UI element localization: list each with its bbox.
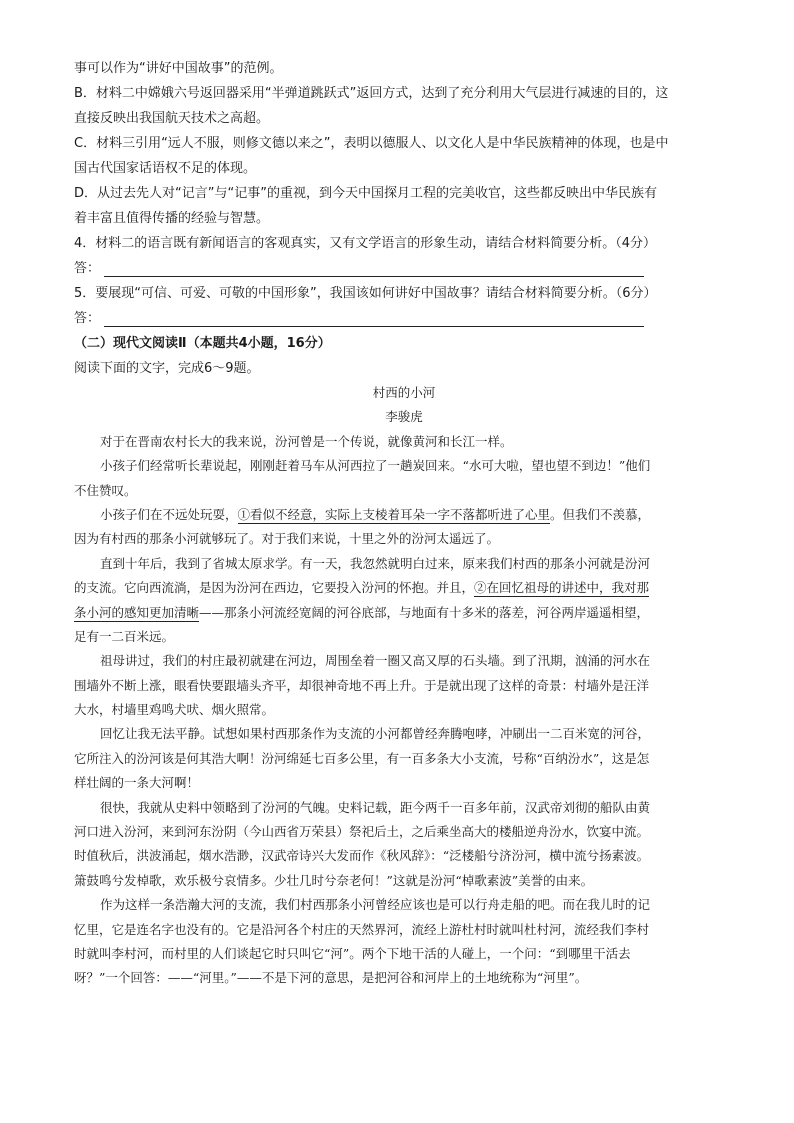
article-author: 李骏虎 [385, 409, 423, 425]
paragraph-6-line-1: 回忆让我无法平静。试想如果村西那条作为支流的小河都曾经奔腾咆哮，冲刷出一二百米宽的河谷， [100, 726, 651, 742]
paragraph-5-line-2: 围墙外不断上涨，眼看快要跟墙头齐平，却很神奇地不再上升。于是就出现了这样的奇景：村墙外是汪洋 [74, 677, 650, 693]
section-instruction: 阅读下面的文字，完成6～9题。 [74, 361, 260, 376]
paragraph-7-line-2: 河口进入汾河，来到河东汾阴（今山西省万荣县）祭祀后土，之后乘坐高大的楼船逆舟汾水，饮宴中流。 [74, 824, 650, 840]
paragraph-5-line-1: 祖母讲过，我们的村庄最初就建在河边，周围垒着一圈又高又厚的石头墙。到了汛期，汹涌的河水在 [100, 653, 651, 669]
paragraph-4-line-1: 直到十年后，我到了省城太原求学。有一天，我忽然就明白过来，原来我们村西的那条小河就是汾河 [100, 555, 651, 571]
paragraph-8-line-2: 忆里，它是连名字也没有的。它是沿河各个村庄的天然界河，流经上游杜村时就叫杜村河，流经我们李村 [74, 921, 650, 937]
paragraph-5-line-3: 大水，村墙里鸡鸣犬吠、烟火照常。 [74, 702, 275, 718]
answer-label-5: 答： [74, 311, 101, 326]
underlined-sentence-1: ①看似不经意，实际上支棱着耳朵一字不落都听进了心里 [237, 506, 551, 522]
question-4: 4．材料二的语言既有新闻语言的客观真实，又有文学语言的形象生动，请结合材料简要分析。（4分） [74, 236, 657, 251]
option-d-line-2: 着丰富且值得传播的经验与智慧。 [74, 211, 270, 226]
option-d-line-1: D．从过去先人对“记言”与“记事”的重视，到今天中国探月工程的完美收官，这些都反映出中华民族有 [74, 186, 657, 201]
article-title: 村西的小河 [372, 385, 436, 400]
p3-pre: 小孩子们在不远处玩耍， [100, 506, 238, 522]
answer-label-4: 答： [74, 261, 101, 276]
paragraph-2-line-1: 小孩子们经常听长辈说起，刚刚赶着马车从河西拉了一趟炭回来。“水可大啦，望也望不到边！”他们 [100, 458, 651, 474]
paragraph-4-line-4: 足有一二百米远。 [74, 628, 175, 644]
paragraph-7-line-1: 很快，我就从史料中领略到了汾河的气魄。史料记载，距今两千一百多年前，汉武帝刘彻的船队由黄 [100, 799, 651, 815]
option-b-line-2: 直接反映出我国航天技术之高超。 [74, 111, 270, 126]
underlined-sentence-2b: 条小河的感知更加清晰 [74, 604, 200, 620]
paragraph-3-line-2: 因为有村西的那条小河就够玩了。对于我们来说，十里之外的汾河太遥远了。 [74, 531, 500, 547]
option-b-line-1: B．材料二中嫦娥六号返回器采用“半弹道跳跃式”返回方式，达到了充分利用大气层进行减速的目的，这 [74, 86, 669, 101]
paragraph-4-line-3 [74, 601, 734, 625]
paragraph-2-line-2: 不住赞叹。 [74, 482, 137, 498]
paragraph-3-line-1 [74, 503, 734, 527]
answer-field-5[interactable] [104, 308, 644, 327]
paragraph-6-line-2: 它所注入的汾河该是何其浩大啊！汾河绵延七百多公里，有一百多条大小支流，号称“百纳汾水”，这是怎 [74, 750, 650, 766]
paragraph-7-line-3: 时值秋后，洪波涌起，烟水浩渺，汉武帝诗兴大发而作《秋风辞》：“泛楼船兮济汾河，横中流兮扬素波。 [74, 848, 650, 864]
option-a-tail: 事可以作为“讲好中国故事”的范例。 [74, 61, 283, 76]
answer-row-4 [74, 256, 734, 281]
question-5: 5．要展现“可信、可爱、可敬的中国形象”，我国该如何讲好中国故事？请结合材料简要分析。（6分） [74, 286, 657, 301]
paragraph-4-line-2 [74, 576, 734, 600]
exam-page [74, 56, 734, 991]
answer-row-5 [74, 306, 734, 331]
underlined-sentence-2a: ②在回忆祖母的讲述中，我对那 [474, 580, 650, 596]
paragraph-1: 对于在晋南农村长大的我来说，汾河曾是一个传说，就像黄河和长江一样。 [100, 433, 513, 449]
paragraph-8-line-4: 呀？”一个回答：——“河里。”——不是下河的意思，是把河谷和河岸上的土地统称为“河里”。 [74, 970, 588, 986]
option-c-line-1: C．材料三引用“远人不服，则修文德以来之”，表明以德服人、以文化人是中华民族精神的体现，也是中 [74, 136, 669, 151]
p3-post: 。但我们不羡慕， [550, 506, 651, 522]
paragraph-8-line-3: 时就叫李村河，而村里的人们谈起它时只叫它“河”。两个下地干活的人碰上，一个问：“到哪里干活去 [74, 945, 631, 961]
paragraph-6-line-3: 样壮阔的一条大河啊！ [74, 775, 200, 791]
paragraph-7-line-4: 箫鼓鸣兮发棹歌，欢乐极兮哀情多。少壮几时兮奈老何！”这就是汾河“棹歌素波”美誉的由来。 [74, 872, 594, 888]
paragraph-8-line-1: 作为这样一条浩瀚大河的支流，我们村西那条小河曾经应该也是可以行舟走船的吧。而在我儿时的记 [100, 897, 651, 913]
p4-pre: 的支流。它向西流淌，是因为汾河在西边，它要投入汾河的怀抱。并且， [74, 580, 475, 596]
p4-post: ——那条小河流经宽阔的河谷底部，与地面有十多米的落差，河谷两岸遥遥相望， [199, 604, 650, 620]
option-c-line-2: 国古代国家话语权不足的体现。 [74, 161, 257, 176]
section-heading: （二）现代文阅读Ⅱ（本题共4小题，16分） [74, 336, 331, 351]
article [74, 381, 734, 991]
answer-field-4[interactable] [104, 258, 644, 277]
